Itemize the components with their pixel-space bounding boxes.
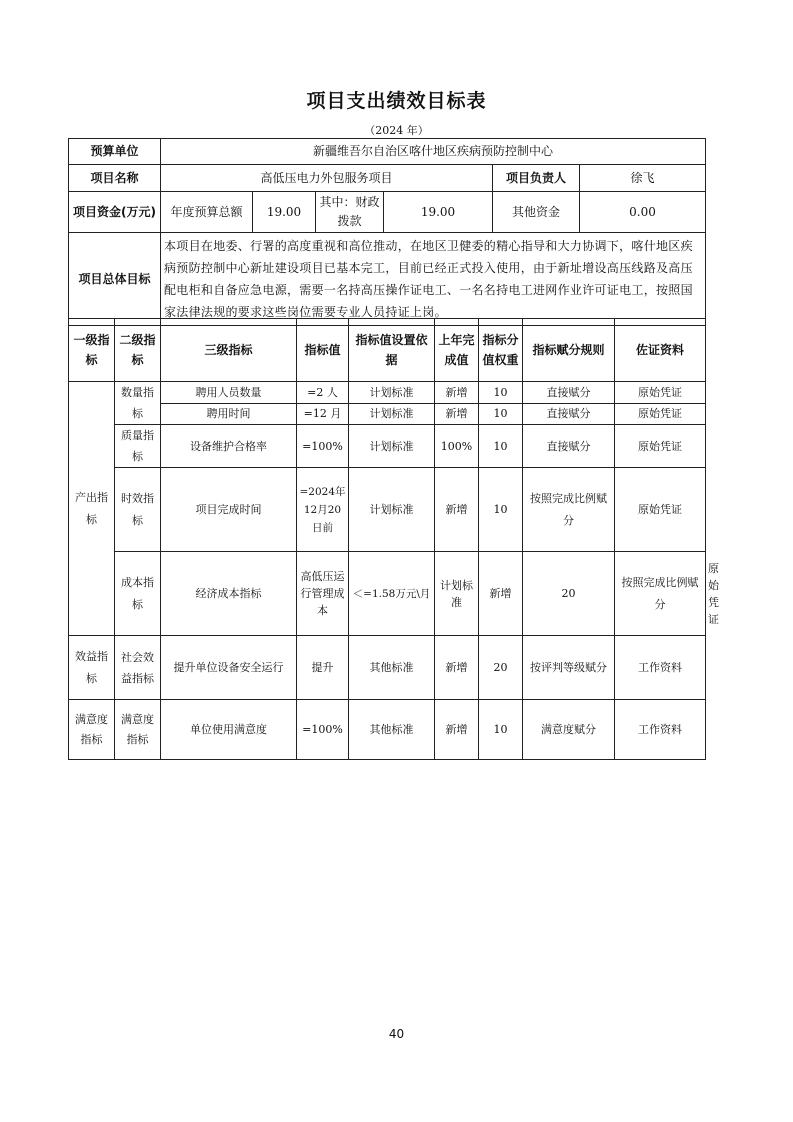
row-basis: 计划标准 — [349, 425, 435, 468]
row-evidence: 工作资料 — [615, 700, 706, 760]
fiscal-label: 其中：财政拨款 — [316, 192, 384, 233]
row-rule: 按照完成比例赋分 — [615, 552, 706, 636]
level1-satisfaction: 满意度指标 — [69, 700, 115, 760]
table-row — [69, 382, 706, 404]
year-label: （2024 年） — [364, 124, 429, 137]
row-basis: 计划标准 — [349, 403, 435, 425]
budget-unit-value: 新疆维吾尔自治区喀什地区疾病预防控制中心 — [161, 139, 706, 165]
header-level3: 三级指标 — [161, 319, 297, 382]
header-evidence: 佐证资料 — [615, 319, 706, 382]
row-prev: 新增 — [435, 700, 479, 760]
row-basis: 计划标准 — [349, 468, 435, 552]
header-level2: 二级指标 — [115, 319, 161, 382]
row-basis: 其他标准 — [349, 636, 435, 700]
row-weight: 20 — [523, 552, 615, 636]
header-rule: 指标赋分规则 — [523, 319, 615, 382]
row-value: 提升 — [297, 636, 349, 700]
level2-quantity: 数量指标 — [115, 382, 161, 425]
budget-unit-label: 预算单位 — [69, 139, 161, 165]
level1-cost: 成本指标 — [115, 552, 161, 636]
row-l3: 高低压运行管理成本 — [297, 552, 349, 636]
table-row — [69, 636, 706, 700]
row-weight: 10 — [479, 700, 523, 760]
row-rule: 按照完成比例赋分 — [523, 468, 615, 552]
fiscal-value: 19.00 — [384, 192, 493, 233]
page-number: 40 — [388, 1027, 405, 1041]
row-rule: 直接赋分 — [523, 382, 615, 404]
header-value: 指标值 — [297, 319, 349, 382]
level2-economic-cost: 经济成本指标 — [161, 552, 297, 636]
level2-quality: 质量指标 — [115, 425, 161, 468]
row-evidence: 原始凭证 — [615, 382, 706, 404]
other-funds-value: 0.00 — [580, 192, 706, 233]
other-funds-label: 其他资金 — [493, 192, 580, 233]
row-value: =2 人 — [297, 382, 349, 404]
row-basis: 其他标准 — [349, 700, 435, 760]
level2-social-benefit: 社会效益指标 — [115, 636, 161, 700]
row-weight: 20 — [479, 636, 523, 700]
row-l3: 单位使用满意度 — [161, 700, 297, 760]
project-lead-value: 徐飞 — [580, 165, 706, 192]
indicator-table — [68, 318, 719, 760]
table-row — [69, 700, 706, 760]
annual-budget-value: 19.00 — [253, 192, 316, 233]
row-rule: 直接赋分 — [523, 403, 615, 425]
header-weight: 指标分值权重 — [479, 319, 523, 382]
level1-output: 产出指标 — [69, 382, 115, 636]
table-row — [69, 425, 706, 468]
row-evidence: 工作资料 — [615, 636, 706, 700]
row-l3: 聘用人员数量 — [161, 382, 297, 404]
row-weight: 10 — [479, 382, 523, 404]
row-value: =100% — [297, 700, 349, 760]
row-weight: 10 — [479, 403, 523, 425]
table-row — [69, 468, 706, 552]
row-evidence: 原始凭证 — [615, 468, 706, 552]
row-basis: 计划标准 — [349, 382, 435, 404]
row-value: =2024年12月20日前 — [297, 468, 349, 552]
project-lead-label: 项目负责人 — [493, 165, 580, 192]
goal-text: 本项目在地委、行署的高度重视和高位推动，在地区卫健委的精心指导和大力协调下，喀什地区疾病预防控制中心新址建设项目已基本完工，目前已经正式投入使用，由于新址增设高压线路及高压配电柜和自备应急电源，需要一名持高压操作证电工、一名名持电工进网作业许可证电工，按照国家法律法规的要求这些岗位需要专业人员持证上岗。 — [161, 233, 706, 326]
row-l3: 项目完成时间 — [161, 468, 297, 552]
row-rule: 满意度赋分 — [523, 700, 615, 760]
header-level1: 一级指标 — [69, 319, 115, 382]
row-evidence: 原始凭证 — [615, 425, 706, 468]
row-prev: 新增 — [435, 468, 479, 552]
row-evidence: 原始凭证 — [615, 403, 706, 425]
row-rule: 按评判等级赋分 — [523, 636, 615, 700]
row-basis: 计划标准 — [435, 552, 479, 636]
table-row: 成本指标 经济成本指标 高低压运行管理成本 ＜=1.58万元\月 计划标准 新增 20 按照完成比例赋分 原始凭证 — [69, 552, 706, 636]
project-name-value: 高低压电力外包服务项目 — [161, 165, 493, 192]
annual-budget-label: 年度预算总额 — [161, 192, 253, 233]
level2-timeliness: 时效指标 — [115, 468, 161, 552]
row-l3: 提升单位设备安全运行 — [161, 636, 297, 700]
project-name-label: 项目名称 — [69, 165, 161, 192]
row-prev: 新增 — [435, 636, 479, 700]
row-prev: 新增 — [435, 403, 479, 425]
row-rule: 直接赋分 — [523, 425, 615, 468]
funds-label: 项目资金(万元) — [69, 192, 161, 233]
project-info-table — [68, 138, 706, 326]
row-weight: 10 — [479, 425, 523, 468]
row-l3: 设备维护合格率 — [161, 425, 297, 468]
row-value: ＜=1.58万元\月 — [349, 552, 435, 636]
level2-satisfaction: 满意度指标 — [115, 700, 161, 760]
page-title: 项目支出绩效目标表 — [306, 90, 487, 112]
row-weight: 10 — [479, 468, 523, 552]
row-prev: 新增 — [435, 382, 479, 404]
goal-label: 项目总体目标 — [69, 233, 161, 326]
row-prev: 新增 — [479, 552, 523, 636]
level1-benefit: 效益指标 — [69, 636, 115, 700]
header-prev: 上年完成值 — [435, 319, 479, 382]
row-prev: 100% — [435, 425, 479, 468]
row-value: =100% — [297, 425, 349, 468]
header-basis: 指标值设置依据 — [349, 319, 435, 382]
row-l3: 聘用时间 — [161, 403, 297, 425]
table-row — [69, 403, 706, 425]
row-value: =12 月 — [297, 403, 349, 425]
